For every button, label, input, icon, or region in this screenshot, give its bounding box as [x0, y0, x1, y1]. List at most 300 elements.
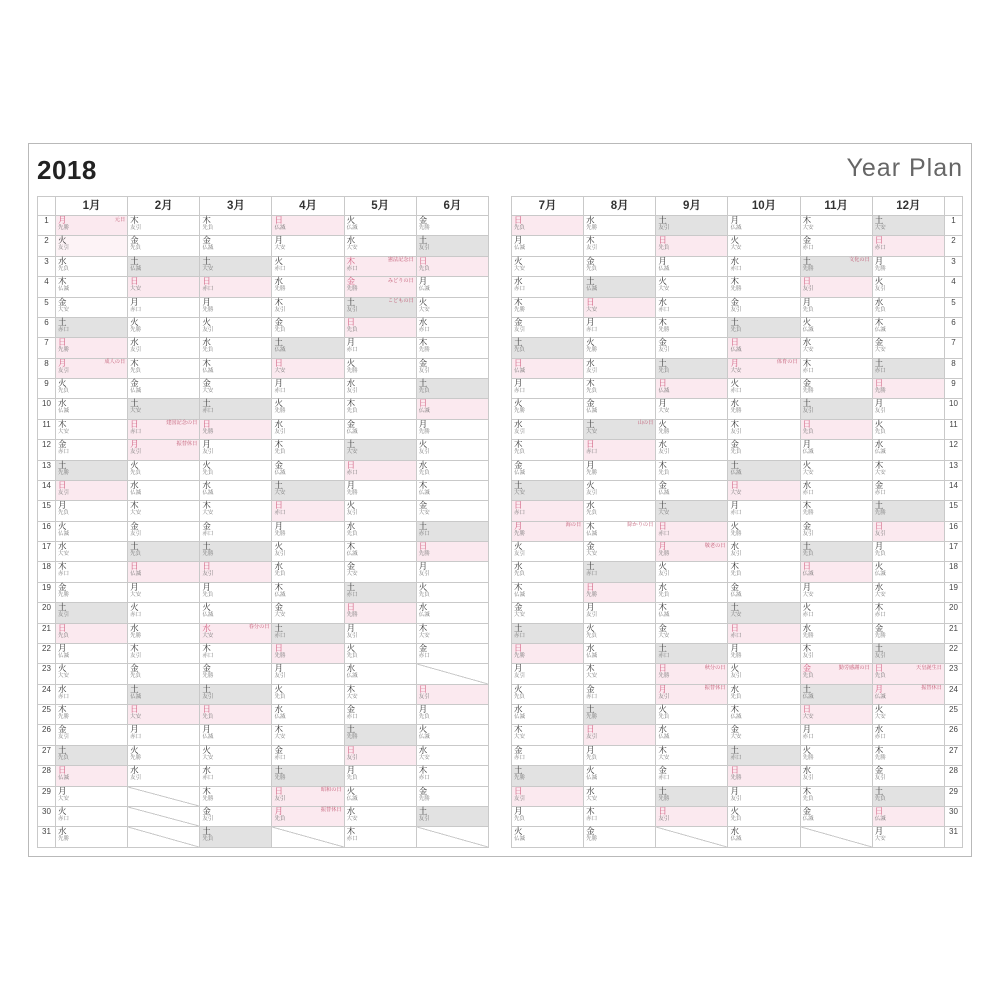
day-cell[interactable] — [200, 399, 272, 419]
day-cell[interactable] — [344, 745, 416, 765]
day-cell[interactable] — [416, 501, 488, 521]
day-cell[interactable] — [872, 745, 944, 765]
day-cell[interactable] — [200, 216, 272, 236]
day-cell[interactable] — [512, 603, 584, 623]
day-cell[interactable] — [800, 725, 872, 745]
day-cell[interactable] — [200, 338, 272, 358]
day-cell[interactable] — [56, 623, 128, 643]
day-cell[interactable] — [656, 786, 728, 806]
day-cell[interactable] — [584, 664, 656, 684]
day-cell[interactable] — [512, 216, 584, 236]
day-cell[interactable] — [200, 582, 272, 602]
day-cell[interactable] — [272, 236, 344, 256]
day-cell[interactable] — [512, 256, 584, 276]
month-header-6[interactable]: 6月 — [416, 197, 488, 216]
day-cell[interactable] — [512, 317, 584, 337]
day-cell[interactable] — [344, 379, 416, 399]
day-cell[interactable] — [800, 705, 872, 725]
day-cell[interactable] — [200, 317, 272, 337]
day-cell[interactable] — [128, 643, 200, 663]
day-cell[interactable] — [416, 460, 488, 480]
day-cell[interactable] — [272, 419, 344, 439]
day-cell[interactable] — [56, 501, 128, 521]
day-cell[interactable] — [512, 338, 584, 358]
day-cell[interactable] — [800, 358, 872, 378]
day-cell[interactable] — [200, 440, 272, 460]
day-cell[interactable] — [800, 338, 872, 358]
day-cell[interactable] — [656, 725, 728, 745]
day-cell[interactable] — [128, 542, 200, 562]
day-cell[interactable] — [656, 460, 728, 480]
day-cell[interactable] — [416, 623, 488, 643]
month-header-5[interactable]: 5月 — [344, 197, 416, 216]
day-cell[interactable] — [56, 806, 128, 826]
day-cell[interactable] — [728, 317, 800, 337]
day-cell[interactable] — [56, 297, 128, 317]
day-cell[interactable] — [872, 766, 944, 786]
day-cell[interactable] — [800, 827, 872, 848]
day-cell[interactable] — [344, 480, 416, 500]
day-cell[interactable] — [272, 297, 344, 317]
day-cell[interactable] — [416, 236, 488, 256]
day-cell[interactable] — [272, 542, 344, 562]
day-cell[interactable] — [800, 806, 872, 826]
day-cell[interactable] — [344, 236, 416, 256]
day-cell[interactable] — [56, 664, 128, 684]
day-cell[interactable] — [512, 542, 584, 562]
month-header-7[interactable]: 7月 — [512, 197, 584, 216]
day-cell[interactable] — [128, 684, 200, 704]
day-cell[interactable] — [416, 358, 488, 378]
day-cell[interactable] — [584, 643, 656, 663]
day-cell[interactable] — [512, 297, 584, 317]
day-cell[interactable] — [584, 297, 656, 317]
day-cell[interactable] — [344, 705, 416, 725]
day-cell[interactable] — [200, 358, 272, 378]
day-cell[interactable] — [800, 419, 872, 439]
day-cell[interactable] — [728, 562, 800, 582]
day-cell[interactable] — [656, 216, 728, 236]
day-cell[interactable] — [272, 399, 344, 419]
day-cell[interactable] — [344, 562, 416, 582]
day-cell[interactable] — [512, 440, 584, 460]
day-cell[interactable] — [728, 277, 800, 297]
month-header-8[interactable]: 8月 — [584, 197, 656, 216]
day-cell[interactable] — [344, 827, 416, 848]
day-cell[interactable] — [272, 603, 344, 623]
day-cell[interactable] — [200, 684, 272, 704]
day-cell[interactable] — [128, 582, 200, 602]
day-cell[interactable] — [56, 256, 128, 276]
day-cell[interactable] — [872, 379, 944, 399]
day-cell[interactable] — [416, 806, 488, 826]
day-cell[interactable] — [728, 480, 800, 500]
day-cell[interactable] — [872, 623, 944, 643]
day-cell[interactable] — [584, 216, 656, 236]
day-cell[interactable] — [728, 521, 800, 541]
day-cell[interactable] — [56, 725, 128, 745]
day-cell[interactable] — [512, 827, 584, 848]
day-cell[interactable] — [344, 297, 416, 317]
day-cell[interactable] — [128, 440, 200, 460]
day-cell[interactable] — [128, 297, 200, 317]
day-cell[interactable] — [344, 766, 416, 786]
day-cell[interactable] — [56, 643, 128, 663]
day-cell[interactable] — [656, 338, 728, 358]
day-cell[interactable] — [272, 725, 344, 745]
day-cell[interactable] — [128, 806, 200, 826]
day-cell[interactable] — [584, 623, 656, 643]
day-cell[interactable] — [584, 256, 656, 276]
day-cell[interactable] — [272, 827, 344, 848]
day-cell[interactable] — [344, 521, 416, 541]
day-cell[interactable] — [128, 603, 200, 623]
day-cell[interactable] — [584, 358, 656, 378]
day-cell[interactable] — [800, 440, 872, 460]
day-cell[interactable] — [656, 684, 728, 704]
day-cell[interactable] — [272, 358, 344, 378]
day-cell[interactable] — [128, 745, 200, 765]
day-cell[interactable] — [728, 399, 800, 419]
day-cell[interactable] — [344, 358, 416, 378]
day-cell[interactable] — [584, 317, 656, 337]
day-cell[interactable] — [56, 379, 128, 399]
day-cell[interactable] — [200, 827, 272, 848]
day-cell[interactable] — [656, 643, 728, 663]
day-cell[interactable] — [656, 562, 728, 582]
day-cell[interactable] — [728, 705, 800, 725]
day-cell[interactable] — [344, 338, 416, 358]
day-cell[interactable] — [512, 480, 584, 500]
day-cell[interactable] — [656, 256, 728, 276]
day-cell[interactable] — [56, 399, 128, 419]
day-cell[interactable] — [200, 603, 272, 623]
day-cell[interactable] — [272, 745, 344, 765]
day-cell[interactable] — [128, 358, 200, 378]
day-cell[interactable] — [272, 501, 344, 521]
day-cell[interactable] — [344, 399, 416, 419]
day-cell[interactable] — [584, 460, 656, 480]
day-cell[interactable] — [584, 725, 656, 745]
day-cell[interactable] — [200, 419, 272, 439]
day-cell[interactable] — [200, 643, 272, 663]
day-cell[interactable] — [200, 277, 272, 297]
day-cell[interactable] — [56, 521, 128, 541]
day-cell[interactable] — [584, 440, 656, 460]
day-cell[interactable] — [56, 317, 128, 337]
day-cell[interactable] — [800, 582, 872, 602]
day-cell[interactable] — [128, 480, 200, 500]
day-cell[interactable] — [344, 501, 416, 521]
day-cell[interactable] — [200, 725, 272, 745]
day-cell[interactable] — [272, 643, 344, 663]
day-cell[interactable] — [872, 582, 944, 602]
day-cell[interactable] — [728, 582, 800, 602]
day-cell[interactable] — [656, 603, 728, 623]
day-cell[interactable] — [56, 603, 128, 623]
day-cell[interactable] — [512, 766, 584, 786]
day-cell[interactable] — [128, 725, 200, 745]
day-cell[interactable] — [200, 521, 272, 541]
day-cell[interactable] — [200, 664, 272, 684]
day-cell[interactable] — [344, 317, 416, 337]
day-cell[interactable] — [56, 705, 128, 725]
day-cell[interactable] — [800, 480, 872, 500]
day-cell[interactable] — [656, 419, 728, 439]
day-cell[interactable] — [128, 419, 200, 439]
day-cell[interactable] — [728, 684, 800, 704]
day-cell[interactable] — [728, 766, 800, 786]
day-cell[interactable] — [872, 562, 944, 582]
day-cell[interactable] — [800, 460, 872, 480]
day-cell[interactable] — [512, 419, 584, 439]
day-cell[interactable] — [128, 399, 200, 419]
day-cell[interactable] — [200, 786, 272, 806]
day-cell[interactable] — [872, 338, 944, 358]
day-cell[interactable] — [344, 216, 416, 236]
day-cell[interactable] — [800, 501, 872, 521]
day-cell[interactable] — [512, 521, 584, 541]
day-cell[interactable] — [56, 419, 128, 439]
day-cell[interactable] — [272, 786, 344, 806]
day-cell[interactable] — [344, 684, 416, 704]
day-cell[interactable] — [728, 786, 800, 806]
day-cell[interactable] — [872, 419, 944, 439]
day-cell[interactable] — [800, 216, 872, 236]
day-cell[interactable] — [728, 745, 800, 765]
day-cell[interactable] — [128, 827, 200, 848]
month-header-11[interactable]: 11月 — [800, 197, 872, 216]
day-cell[interactable] — [728, 643, 800, 663]
day-cell[interactable] — [344, 542, 416, 562]
day-cell[interactable] — [416, 542, 488, 562]
day-cell[interactable] — [272, 684, 344, 704]
day-cell[interactable] — [512, 623, 584, 643]
day-cell[interactable] — [416, 827, 488, 848]
day-cell[interactable] — [272, 623, 344, 643]
day-cell[interactable] — [872, 460, 944, 480]
day-cell[interactable] — [728, 827, 800, 848]
day-cell[interactable] — [128, 521, 200, 541]
day-cell[interactable] — [584, 827, 656, 848]
day-cell[interactable] — [416, 582, 488, 602]
day-cell[interactable] — [728, 460, 800, 480]
day-cell[interactable] — [272, 705, 344, 725]
day-cell[interactable] — [272, 216, 344, 236]
day-cell[interactable] — [272, 480, 344, 500]
day-cell[interactable] — [800, 542, 872, 562]
month-header-2[interactable]: 2月 — [128, 197, 200, 216]
day-cell[interactable] — [656, 501, 728, 521]
day-cell[interactable] — [656, 745, 728, 765]
day-cell[interactable] — [872, 806, 944, 826]
day-cell[interactable] — [656, 399, 728, 419]
day-cell[interactable] — [656, 806, 728, 826]
day-cell[interactable] — [344, 277, 416, 297]
day-cell[interactable] — [800, 603, 872, 623]
day-cell[interactable] — [128, 317, 200, 337]
day-cell[interactable] — [656, 766, 728, 786]
day-cell[interactable] — [416, 317, 488, 337]
day-cell[interactable] — [872, 256, 944, 276]
day-cell[interactable] — [344, 440, 416, 460]
day-cell[interactable] — [416, 562, 488, 582]
day-cell[interactable] — [344, 786, 416, 806]
day-cell[interactable] — [128, 562, 200, 582]
day-cell[interactable] — [272, 806, 344, 826]
month-header-9[interactable]: 9月 — [656, 197, 728, 216]
day-cell[interactable] — [200, 236, 272, 256]
day-cell[interactable] — [56, 277, 128, 297]
day-cell[interactable] — [416, 399, 488, 419]
day-cell[interactable] — [512, 236, 584, 256]
day-cell[interactable] — [128, 460, 200, 480]
day-cell[interactable] — [416, 603, 488, 623]
day-cell[interactable] — [872, 664, 944, 684]
day-cell[interactable] — [56, 236, 128, 256]
day-cell[interactable] — [56, 440, 128, 460]
day-cell[interactable] — [872, 603, 944, 623]
day-cell[interactable] — [128, 766, 200, 786]
day-cell[interactable] — [512, 501, 584, 521]
day-cell[interactable] — [272, 521, 344, 541]
day-cell[interactable] — [416, 521, 488, 541]
day-cell[interactable] — [728, 419, 800, 439]
day-cell[interactable] — [200, 806, 272, 826]
day-cell[interactable] — [416, 480, 488, 500]
day-cell[interactable] — [56, 480, 128, 500]
month-header-12[interactable]: 12月 — [872, 197, 944, 216]
day-cell[interactable] — [416, 419, 488, 439]
day-cell[interactable] — [728, 297, 800, 317]
day-cell[interactable] — [512, 725, 584, 745]
day-cell[interactable] — [656, 582, 728, 602]
day-cell[interactable] — [344, 643, 416, 663]
day-cell[interactable] — [200, 297, 272, 317]
day-cell[interactable] — [416, 705, 488, 725]
day-cell[interactable] — [584, 766, 656, 786]
day-cell[interactable] — [584, 582, 656, 602]
day-cell[interactable] — [800, 521, 872, 541]
day-cell[interactable] — [272, 460, 344, 480]
day-cell[interactable] — [872, 216, 944, 236]
day-cell[interactable] — [128, 256, 200, 276]
day-cell[interactable] — [128, 379, 200, 399]
day-cell[interactable] — [344, 725, 416, 745]
day-cell[interactable] — [56, 786, 128, 806]
day-cell[interactable] — [872, 399, 944, 419]
day-cell[interactable] — [512, 745, 584, 765]
day-cell[interactable] — [872, 684, 944, 704]
day-cell[interactable] — [200, 745, 272, 765]
day-cell[interactable] — [512, 379, 584, 399]
day-cell[interactable] — [56, 827, 128, 848]
day-cell[interactable] — [728, 623, 800, 643]
day-cell[interactable] — [56, 338, 128, 358]
day-cell[interactable] — [872, 786, 944, 806]
day-cell[interactable] — [800, 786, 872, 806]
day-cell[interactable] — [344, 664, 416, 684]
day-cell[interactable] — [872, 827, 944, 848]
day-cell[interactable] — [200, 542, 272, 562]
day-cell[interactable] — [272, 256, 344, 276]
day-cell[interactable] — [416, 216, 488, 236]
day-cell[interactable] — [200, 766, 272, 786]
day-cell[interactable] — [872, 480, 944, 500]
day-cell[interactable] — [800, 236, 872, 256]
day-cell[interactable] — [272, 277, 344, 297]
day-cell[interactable] — [344, 460, 416, 480]
day-cell[interactable] — [728, 216, 800, 236]
day-cell[interactable] — [200, 480, 272, 500]
day-cell[interactable] — [128, 338, 200, 358]
day-cell[interactable] — [872, 440, 944, 460]
day-cell[interactable] — [728, 806, 800, 826]
day-cell[interactable] — [512, 806, 584, 826]
day-cell[interactable] — [800, 643, 872, 663]
day-cell[interactable] — [416, 277, 488, 297]
day-cell[interactable] — [656, 623, 728, 643]
day-cell[interactable] — [728, 542, 800, 562]
day-cell[interactable] — [56, 216, 128, 236]
day-cell[interactable] — [200, 256, 272, 276]
day-cell[interactable] — [416, 256, 488, 276]
day-cell[interactable] — [128, 786, 200, 806]
day-cell[interactable] — [584, 399, 656, 419]
day-cell[interactable] — [56, 358, 128, 378]
day-cell[interactable] — [512, 277, 584, 297]
day-cell[interactable] — [584, 501, 656, 521]
day-cell[interactable] — [344, 623, 416, 643]
day-cell[interactable] — [656, 379, 728, 399]
day-cell[interactable] — [512, 664, 584, 684]
day-cell[interactable] — [56, 684, 128, 704]
day-cell[interactable] — [656, 542, 728, 562]
day-cell[interactable] — [512, 582, 584, 602]
day-cell[interactable] — [728, 338, 800, 358]
day-cell[interactable] — [584, 419, 656, 439]
day-cell[interactable] — [272, 338, 344, 358]
day-cell[interactable] — [272, 664, 344, 684]
day-cell[interactable] — [584, 705, 656, 725]
day-cell[interactable] — [272, 440, 344, 460]
day-cell[interactable] — [416, 786, 488, 806]
day-cell[interactable] — [872, 297, 944, 317]
month-header-1[interactable]: 1月 — [56, 197, 128, 216]
day-cell[interactable] — [872, 317, 944, 337]
day-cell[interactable] — [872, 521, 944, 541]
day-cell[interactable] — [344, 419, 416, 439]
day-cell[interactable] — [728, 256, 800, 276]
day-cell[interactable] — [416, 725, 488, 745]
day-cell[interactable] — [200, 460, 272, 480]
day-cell[interactable] — [800, 623, 872, 643]
day-cell[interactable] — [800, 766, 872, 786]
day-cell[interactable] — [872, 705, 944, 725]
day-cell[interactable] — [584, 745, 656, 765]
day-cell[interactable] — [800, 399, 872, 419]
day-cell[interactable] — [656, 440, 728, 460]
day-cell[interactable] — [872, 542, 944, 562]
day-cell[interactable] — [416, 643, 488, 663]
day-cell[interactable] — [728, 358, 800, 378]
day-cell[interactable] — [872, 643, 944, 663]
day-cell[interactable] — [416, 745, 488, 765]
day-cell[interactable] — [728, 379, 800, 399]
day-cell[interactable] — [344, 256, 416, 276]
day-cell[interactable] — [800, 317, 872, 337]
day-cell[interactable] — [728, 440, 800, 460]
